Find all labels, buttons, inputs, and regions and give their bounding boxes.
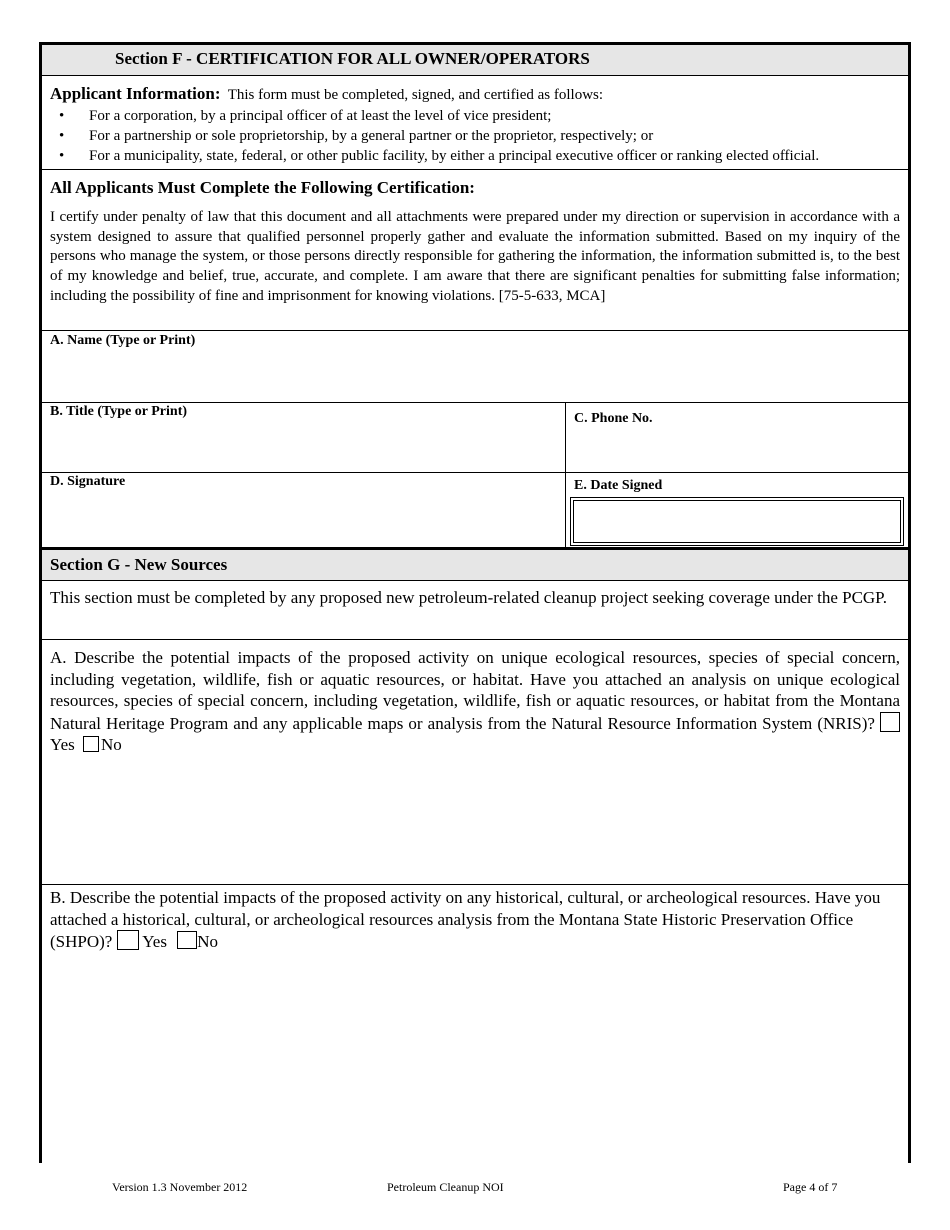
section-g-intro — [42, 581, 908, 640]
form-frame — [39, 42, 911, 1163]
applicant-intro: This form must be completed, signed, and certified as follows: — [227, 87, 604, 103]
question-a-text: A. Describe the potential impacts of the proposed activity on unique ecological resources, species of special concern, including vegetation, wildlife, fish or aquatic resources, or habitat. Have you attached an analysis on unique ecological resources, species of special concern, including vegetation, wildlife, fish or aquatic resources, or habitat from the Montana Natural Heritage Program and any applicable maps or analysis from the Natural Resource Information System (NRIS)? — [50, 648, 900, 733]
question-a-yes-label: Yes — [50, 735, 75, 755]
date-input[interactable] — [570, 497, 904, 546]
footer-version: Version 1.3 November 2012 — [112, 1180, 248, 1194]
bullet-item: • For a municipality, state, federal, or other public facility, by either a principal executive officer or ranking elected official. — [42, 146, 908, 166]
date-field — [566, 473, 908, 547]
question-b-text: B. Describe the potential impacts of the proposed activity on any historical, cultural, or archeological resources. Have you attached a historical, cultural, or archeological resources analysis from the Montana State Historic Preservation Office (SHPO)? — [50, 888, 881, 952]
question-b — [50, 887, 888, 953]
name-label: A. Name (Type or Print) — [50, 333, 196, 348]
title-phone-row — [42, 403, 908, 473]
signature-label: D. Signature — [50, 474, 126, 489]
question-b-no-label: No — [197, 932, 218, 952]
phone-field[interactable] — [566, 403, 908, 472]
applicant-info — [42, 76, 908, 170]
bullet-item: • For a corporation, by a principal officer of at least the level of vice president; — [42, 106, 908, 126]
applicant-bullets — [42, 106, 908, 166]
footer-doc-name: Petroleum Cleanup NOI — [387, 1180, 504, 1194]
bullet-item: • For a partnership or sole proprietorship, by a general partner or the proprietor, respectively; or — [42, 126, 908, 146]
date-label: E. Date Signed — [574, 478, 663, 493]
section-g-header — [42, 550, 908, 581]
footer-page-number: Page 4 of 7 — [783, 1180, 838, 1194]
question-a-yes-checkbox[interactable] — [880, 712, 900, 732]
question-a-no-checkbox[interactable] — [83, 736, 99, 752]
signature-date-row — [42, 473, 908, 550]
section-g-title: Section G - New Sources — [50, 555, 228, 574]
certification-block — [42, 170, 908, 331]
title-field[interactable] — [42, 403, 566, 472]
question-b-no-checkbox[interactable] — [177, 931, 197, 949]
question-b-yes-label: Yes — [142, 932, 167, 952]
cert-text: I certify under penalty of law that this document and all attachments were prepared under my direction or supervision in accordance with a system designed to assure that qualified personnel properly gather and evaluate the information submitted. Based on my inquiry of the persons who manage the system, or those persons directly responsible for gathering the information, the information submitted is, to the best of my knowledge and belief, true, accurate, and complete. I am aware that there are significant penalties for submitting false information; including the possibility of fine and imprisonment for knowing violations. [75-5-633, MCA] — [50, 209, 900, 304]
question-b-block[interactable] — [42, 885, 908, 1163]
name-field[interactable] — [42, 331, 908, 403]
question-a-block[interactable] — [42, 640, 908, 885]
applicant-heading: Applicant Information: — [50, 84, 221, 103]
signature-field[interactable] — [42, 473, 566, 547]
phone-label: C. Phone No. — [574, 411, 653, 426]
title-label: B. Title (Type or Print) — [50, 404, 188, 419]
question-b-yes-checkbox[interactable] — [117, 930, 139, 950]
question-a-no-label: No — [101, 735, 122, 755]
section-f-header — [42, 45, 908, 76]
question-a — [50, 647, 900, 756]
section-g-intro-text: This section must be completed by any proposed new petroleum-related cleanup project seeking coverage under the PCGP. — [50, 588, 888, 607]
section-f-title: Section F - CERTIFICATION FOR ALL OWNER/OPERATORS — [115, 49, 590, 68]
cert-heading: All Applicants Must Complete the Following Certification: — [50, 178, 475, 197]
